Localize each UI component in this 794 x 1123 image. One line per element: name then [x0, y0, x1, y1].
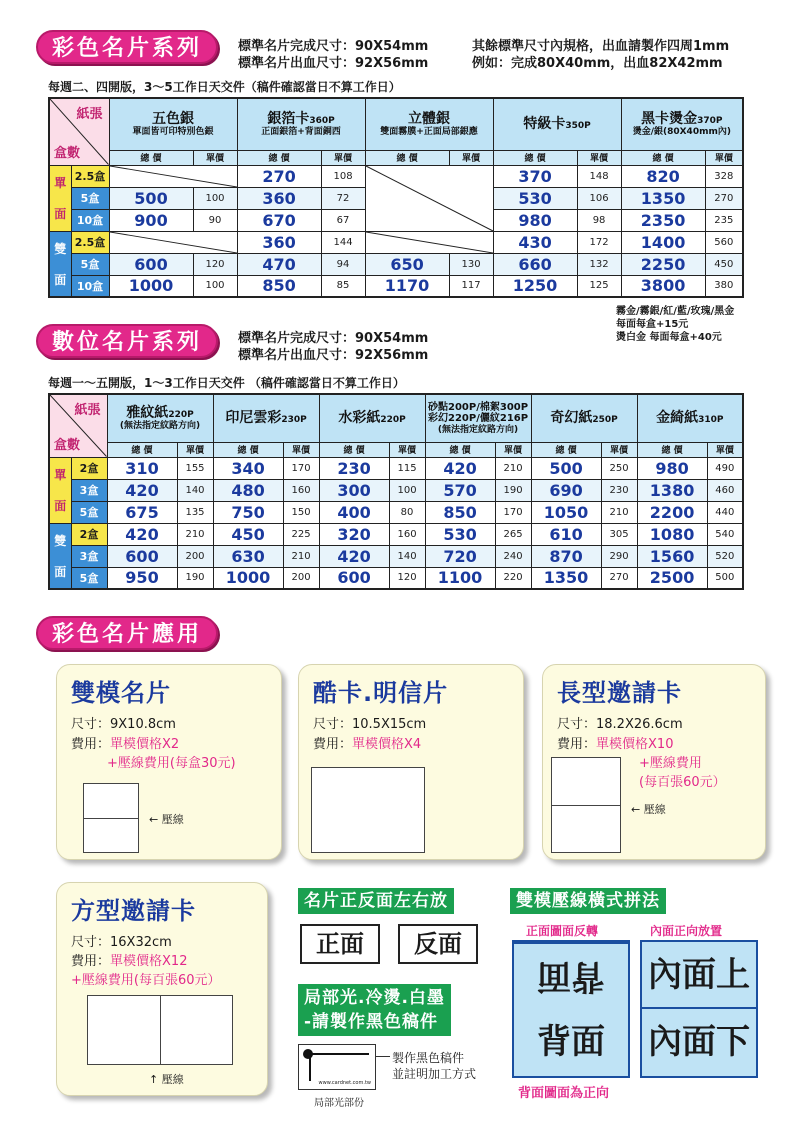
unit-price: 460: [707, 479, 743, 501]
total-price: 950: [107, 567, 177, 589]
column-header: 水彩紙220P: [319, 394, 425, 442]
total-price: 650: [365, 253, 449, 275]
column-header: 五色銀 單面皆可印特別色銀: [109, 98, 237, 150]
section-title-digital-cards: 數位名片系列: [36, 324, 218, 358]
total-price: 630: [213, 545, 283, 567]
total-price-header: 總 價: [493, 150, 577, 165]
total-price: 480: [213, 479, 283, 501]
placement-title: 名片正反面左右放: [298, 888, 454, 914]
total-price: 230: [319, 457, 389, 479]
spec-finished-size: 標準名片完成尺寸：90X54mm: [238, 39, 429, 54]
unit-price: 67: [321, 209, 365, 231]
unit-price: 100: [193, 187, 237, 209]
spot-process-title: 局部光.冷燙.白墨 -請製作黑色稿件: [298, 984, 451, 1036]
qty-cell: 5盒: [71, 567, 107, 589]
card-fee-extra: +壓線費用: [639, 756, 702, 771]
qty-cell: 3盒: [71, 479, 107, 501]
unit-price: 150: [283, 501, 319, 523]
schedule-note: 每週二、四開版，3～5工作日天交件（稿件確認當日不算工作日）: [48, 80, 401, 94]
unit-price: 120: [193, 253, 237, 275]
unit-price: 520: [707, 545, 743, 567]
unit-price: 200: [283, 567, 319, 589]
total-price: 600: [109, 253, 193, 275]
total-price: 850: [425, 501, 495, 523]
total-price: 2200: [637, 501, 707, 523]
unit-price: 140: [389, 545, 425, 567]
unit-price: 440: [707, 501, 743, 523]
total-price-header: 總 價: [237, 150, 321, 165]
crease-label: ↑ 壓線: [149, 1073, 184, 1086]
unit-price-header: 單價: [193, 150, 237, 165]
column-header: 奇幻紙250P: [531, 394, 637, 442]
total-price: 400: [319, 501, 389, 523]
unit-price: 210: [283, 545, 319, 567]
spec-example: 例如：完成80X40mm，出血82X42mm: [472, 56, 723, 71]
card-fee: 費用：單模價格X2: [71, 737, 180, 752]
total-price: 900: [109, 209, 193, 231]
total-price: 1050: [531, 501, 601, 523]
card-title: 方型邀請卡: [71, 897, 196, 925]
unit-price-header: 單價: [283, 442, 319, 457]
qty-cell: 2.5盒: [71, 231, 109, 253]
unit-price: 190: [177, 567, 213, 589]
imposition-left-caption: 正面圖面反轉: [526, 924, 599, 938]
section-title-color-cards: 彩色名片系列: [36, 30, 218, 64]
unit-price: 98: [577, 209, 621, 231]
unit-price: 148: [577, 165, 621, 187]
total-price: 420: [319, 545, 389, 567]
unit-price: 210: [177, 523, 213, 545]
unit-price-header: 單價: [389, 442, 425, 457]
total-price-header: 總 價: [621, 150, 705, 165]
unit-price: 85: [321, 275, 365, 297]
imposition-back-panel: [512, 940, 630, 1078]
unit-price-header: 單價: [577, 150, 621, 165]
unit-price: 250: [601, 457, 637, 479]
table-row: [49, 501, 743, 523]
unit-price: 117: [449, 275, 493, 297]
table-row: [49, 457, 743, 479]
empty-cell: [365, 231, 493, 253]
total-price: 300: [319, 479, 389, 501]
unit-price: 328: [705, 165, 743, 187]
color-card-price-table: [48, 97, 744, 298]
unit-price: 115: [389, 457, 425, 479]
spot-url: www.cardnet.com.tw: [318, 1080, 371, 1086]
empty-cell: [365, 165, 493, 231]
card-fee: 費用：單模價格X10: [557, 737, 674, 752]
table-corner: [49, 394, 107, 457]
card-long-invite: [542, 664, 766, 860]
total-price: 270: [237, 165, 321, 187]
unit-price: 170: [495, 501, 531, 523]
total-price: 360: [237, 187, 321, 209]
unit-price-header: 單價: [601, 442, 637, 457]
total-price: 870: [531, 545, 601, 567]
unit-price: 130: [449, 253, 493, 275]
back-upside-down: 背面: [514, 942, 628, 1009]
total-price: 750: [213, 501, 283, 523]
table-row: [49, 545, 743, 567]
table-row: [49, 567, 743, 589]
spec-finished-size: 標準名片完成尺寸：90X54mm: [238, 331, 429, 346]
spot-note: 製作黑色稿件 並註明加工方式: [392, 1051, 477, 1081]
total-price: 980: [637, 457, 707, 479]
unit-price: 500: [707, 567, 743, 589]
back-box: 反面: [398, 924, 478, 964]
total-price: 1560: [637, 545, 707, 567]
card-square-invite: [56, 882, 268, 1096]
total-price: 660: [493, 253, 577, 275]
imposition-inner-panel: [640, 940, 758, 1078]
spot-line: [309, 1053, 369, 1055]
card-bifold: [56, 664, 282, 860]
empty-cell: [109, 165, 237, 187]
unit-price: 235: [705, 209, 743, 231]
column-header: 金綺紙310P: [637, 394, 743, 442]
unit-price: 100: [193, 275, 237, 297]
column-header: 立體銀 雙面霧膜+正面局部銀應: [365, 98, 493, 150]
table-corner: [49, 98, 109, 165]
unit-price: 72: [321, 187, 365, 209]
unit-price: 94: [321, 253, 365, 275]
total-price-header: 總 價: [531, 442, 601, 457]
card-fee: 費用：單模價格X4: [313, 737, 422, 752]
corner-box-label: 盒數: [54, 145, 81, 161]
total-price: 1380: [637, 479, 707, 501]
card-title: 雙模名片: [71, 679, 171, 707]
unit-price-header: 單價: [495, 442, 531, 457]
total-price: 1170: [365, 275, 449, 297]
qty-cell: 5盒: [71, 253, 109, 275]
card-title: 長型邀請卡: [557, 679, 682, 707]
crease-label: ← 壓線: [631, 803, 666, 816]
total-price: 500: [109, 187, 193, 209]
unit-price: 540: [707, 523, 743, 545]
digital-card-price-table: [48, 393, 744, 590]
qty-cell: 2盒: [71, 457, 107, 479]
total-price: 530: [493, 187, 577, 209]
column-header: 雅紋紙220P (無法指定紋路方向): [107, 394, 213, 442]
total-price: 1000: [109, 275, 193, 297]
card-fee: 費用：單模價格X12: [71, 954, 188, 969]
column-header: 砂點200P/棉絮300P 彩幻220P/儷紋216P (無法指定紋路方向): [425, 394, 531, 442]
unit-price-header: 單價: [705, 150, 743, 165]
unit-price: 230: [601, 479, 637, 501]
total-price: 600: [107, 545, 177, 567]
unit-price: 490: [707, 457, 743, 479]
total-price: 600: [319, 567, 389, 589]
single-side-label: 單 面: [49, 457, 71, 523]
total-price: 980: [493, 209, 577, 231]
total-price: 340: [213, 457, 283, 479]
inner-bottom: 內面下: [648, 1022, 750, 1062]
digital-table-body: [49, 457, 743, 589]
card-size: 尺寸：16X32cm: [71, 935, 172, 950]
spec-bleed-size: 標準名片出血尺寸：92X56mm: [238, 56, 429, 71]
table-row: [49, 523, 743, 545]
qty-cell: 10盒: [71, 209, 109, 231]
empty-cell: [109, 231, 237, 253]
total-price: 1250: [493, 275, 577, 297]
total-price: 360: [237, 231, 321, 253]
square-invite-proof: [87, 995, 233, 1065]
column-header: 印尼雲彩230P: [213, 394, 319, 442]
total-price: 610: [531, 523, 601, 545]
total-price-header: 總 價: [637, 442, 707, 457]
imposition-right-caption: 內面正向放置: [650, 924, 723, 938]
unit-price: 305: [601, 523, 637, 545]
unit-price: 290: [601, 545, 637, 567]
qty-cell: 5盒: [71, 501, 107, 523]
total-price: 3800: [621, 275, 705, 297]
unit-price-header: 單價: [707, 442, 743, 457]
unit-price: 380: [705, 275, 743, 297]
corner-box-label: 盒數: [54, 437, 81, 453]
unit-price: 100: [389, 479, 425, 501]
total-price: 720: [425, 545, 495, 567]
card-fee-extra: +壓線費用(每盒30元): [107, 756, 236, 771]
unit-price-header: 單價: [321, 150, 365, 165]
unit-price: 170: [283, 457, 319, 479]
unit-price: 125: [577, 275, 621, 297]
qty-cell: 5盒: [71, 187, 109, 209]
total-price-header: 總 價: [319, 442, 389, 457]
unit-price: 560: [705, 231, 743, 253]
section-title-applications: 彩色名片應用: [36, 616, 218, 650]
unit-price: 450: [705, 253, 743, 275]
total-price: 1000: [213, 567, 283, 589]
unit-price: 160: [283, 479, 319, 501]
total-price: 670: [237, 209, 321, 231]
column-header: 銀箔卡360P 正面銀箔+背面銅西: [237, 98, 365, 150]
unit-price: 144: [321, 231, 365, 253]
imposition-bottom-caption: 背面圖面為正向: [518, 1086, 610, 1101]
card-fee-extra: (每百張60元）: [639, 775, 726, 790]
unit-price: 240: [495, 545, 531, 567]
double-side-label: 雙 面: [49, 231, 71, 297]
total-price: 1080: [637, 523, 707, 545]
unit-price: 140: [177, 479, 213, 501]
total-price: 420: [107, 479, 177, 501]
unit-price: 225: [283, 523, 319, 545]
qty-cell: 2盒: [71, 523, 107, 545]
card-size: 尺寸：18.2X26.6cm: [557, 717, 683, 732]
front-box: 正面: [300, 924, 380, 964]
unit-price: 80: [389, 501, 425, 523]
long-invite-proof: [551, 757, 621, 853]
unit-price: 210: [495, 457, 531, 479]
column-header: 黑卡燙金370P 燙金/銀(80X40mm內): [621, 98, 743, 150]
unit-price: 200: [177, 545, 213, 567]
unit-price: 210: [601, 501, 637, 523]
corner-paper-label: 紙張: [74, 403, 101, 418]
unit-price: 270: [601, 567, 637, 589]
spec-other-sizes: 其餘標準尺寸內規格，出血請製作四周1mm: [472, 39, 730, 54]
column-header: 特級卡350P: [493, 98, 621, 150]
single-side-label: 單 面: [49, 165, 71, 231]
card-title: 酷卡.明信片: [313, 679, 449, 707]
total-price: 420: [107, 523, 177, 545]
total-price-header: 總 價: [107, 442, 177, 457]
total-price: 430: [493, 231, 577, 253]
spot-line: [309, 1053, 311, 1081]
total-price: 1350: [531, 567, 601, 589]
unit-price: 172: [577, 231, 621, 253]
total-price: 2250: [621, 253, 705, 275]
total-price: 1350: [621, 187, 705, 209]
corner-paper-label: 紙張: [76, 107, 103, 122]
total-price: 2500: [637, 567, 707, 589]
table-row: [49, 479, 743, 501]
card-postcard: [298, 664, 524, 860]
unit-price: 190: [495, 479, 531, 501]
unit-price-header: 單價: [449, 150, 493, 165]
total-price: 850: [237, 275, 321, 297]
foil-note: 霧金/霧銀/紅/藍/玫瑰/黑金 每面每盒+15元 燙白金 每面每盒+40元: [616, 306, 735, 343]
qty-cell: 2.5盒: [71, 165, 109, 187]
total-price: 2350: [621, 209, 705, 231]
total-price: 310: [107, 457, 177, 479]
leader-line: [376, 1056, 390, 1057]
qty-cell: 10盒: [71, 275, 109, 297]
total-price: 450: [213, 523, 283, 545]
total-price: 690: [531, 479, 601, 501]
double-side-label: 雙 面: [49, 523, 71, 589]
unit-price: 155: [177, 457, 213, 479]
spec-bleed-size: 標準名片出血尺寸：92X56mm: [238, 348, 429, 363]
card-fee-extra: +壓線費用(每百張60元）: [71, 973, 221, 988]
total-price: 500: [531, 457, 601, 479]
unit-price: 120: [389, 567, 425, 589]
unit-price: 108: [321, 165, 365, 187]
total-price: 470: [237, 253, 321, 275]
schedule-note: 每週一～五開版，1～3工作日天交件 （稿件確認當日不算工作日）: [48, 376, 405, 390]
total-price-header: 總 價: [109, 150, 193, 165]
back-upright: 背面: [537, 1022, 605, 1062]
total-price: 570: [425, 479, 495, 501]
total-price: 1100: [425, 567, 495, 589]
spot-sample-card: [298, 1044, 376, 1090]
inner-top: 內面上: [642, 942, 756, 1009]
spot-caption: 局部光部份: [314, 1098, 364, 1109]
unit-price: 265: [495, 523, 531, 545]
total-price: 530: [425, 523, 495, 545]
crease-label: ← 壓線: [149, 813, 184, 826]
card-size: 尺寸：9X10.8cm: [71, 717, 176, 732]
unit-price: 90: [193, 209, 237, 231]
total-price: 370: [493, 165, 577, 187]
bifold-proof: [83, 783, 139, 853]
unit-price-header: 單價: [177, 442, 213, 457]
total-price-header: 總 價: [365, 150, 449, 165]
total-price: 675: [107, 501, 177, 523]
total-price-header: 總 價: [425, 442, 495, 457]
total-price-header: 總 價: [213, 442, 283, 457]
total-price: 820: [621, 165, 705, 187]
unit-price: 106: [577, 187, 621, 209]
unit-price: 270: [705, 187, 743, 209]
unit-price: 220: [495, 567, 531, 589]
total-price: 1400: [621, 231, 705, 253]
unit-price: 160: [389, 523, 425, 545]
postcard-proof: [311, 767, 425, 853]
total-price: 420: [425, 457, 495, 479]
unit-price: 135: [177, 501, 213, 523]
total-price: 320: [319, 523, 389, 545]
imposition-title: 雙模壓線橫式拼法: [510, 888, 666, 914]
qty-cell: 3盒: [71, 545, 107, 567]
unit-price: 132: [577, 253, 621, 275]
card-size: 尺寸：10.5X15cm: [313, 717, 427, 732]
